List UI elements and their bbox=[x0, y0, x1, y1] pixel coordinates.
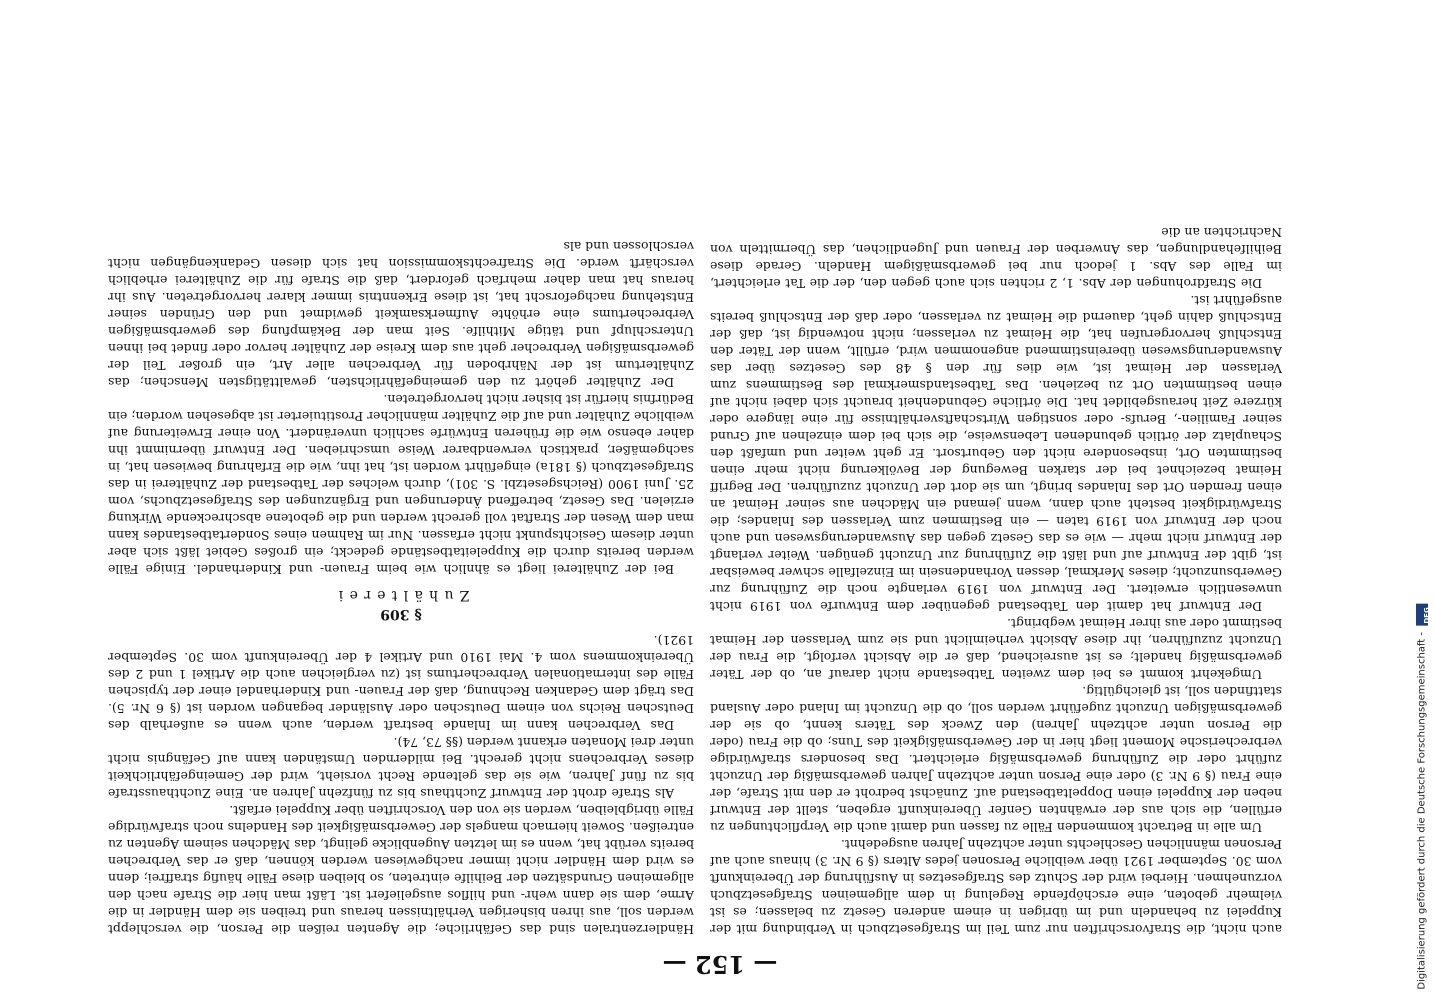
paragraph: Der Entwurf hat damit den Tatbestand gegenüber dem Entwurfe von 1919 nicht unwesentlich erweitert. Der Entwurf von 1919 verlangte noch die Zuführung zur Gewerbsunzucht; dieses Merkmal, dessen Vorhandensein im Einzelfalle schwer beweisbar ist, gibt der Entwurf auf und läßt die Zuführung zur Unzucht genügen. Weiter verlangt der Entwurf nicht mehr — wie es das Gesetz gegen das Auswanderungswesen und auch noch der Entwurf von 1919 taten — ein Bestimmen zum Verlassen des Inlandes; die Strafwürdigkeit besteht auch dann, wenn jemand ein Mädchen aus seiner Heimat an einen fremden Ort des Inlandes bringt, um sie dort der Unzucht zuzuführen. Der Begriff Heimat bezeichnet bei der starken Bewegung der Bevölkerung nicht mehr einen bestimmten Ort, insbesondere nicht den Geburtsort. Er geht weiter und umfaßt den Schauplatz der örtlich gebundenen Lebensweise, die sich bei dem einzelnen auf Grund seiner Familien-, Berufs- oder sonstigen Wirtschaftsverhältnisse für eine längere oder kürzere Zeit herausgebildet hat. Die örtliche Gebundenheit braucht sich dabei nicht auf einen bestimmten Ort zu beziehen. Das Tatbestandsmerkmal des Bestimmens zum Verlassen der Heimat ist, wie dies für den § 48 des Gesetzes über das Auswanderungswesen übereinstimmend angenommen wird, erfüllt, wenn der Täter den Entschluß hervorgerufen hat, die Heimat zu verlassen; nicht notwendig ist, daß der Entschluß dahin geht, dauernd die Heimat zu verlassen, oder daß der Entschluß bereits ausgeführt ist. bbox=[710, 293, 1282, 614]
paragraph: Umgekehrt kommt es bei dem zweiten Tatbestande nicht darauf an, ob der Täter gewerbsmäßig handelt; es ist ausreichend, daß er die Absicht verfolgt, die Frau der Unzucht zuzuführen, ihr diese Absicht verheimlicht und sie zum Verlassen der Heimat bestimmt oder aus ihrer Heimat wegbringt. bbox=[710, 616, 1282, 682]
right-text-column bbox=[108, 93, 694, 938]
dfg-logo-icon: DFG bbox=[1416, 604, 1428, 626]
paragraph: Die Strafdrohungen der Abs. 1, 2 richten sich auch gegen den, der die Tat erleichtert, im Falle des Abs. 1 jedoch nur bei gewerbsmäßigem Handeln. Gerade diese Beihilfehandlungen, das Anwerben der Frauen und Jugendlichen, das Übermitteln von Nachrichten an die bbox=[710, 225, 1282, 291]
page-number: — 152 — bbox=[662, 950, 778, 979]
paragraph: Bei der Zuhälterei liegt es ähnlich wie beim Frauen- und Kinderhandel. Einige Fälle werden bereits durch die Kuppeleitatbestände gedeckt; ein großes Gebiet läßt sich aber unter diesem Gesichtspunkt nicht erfassen. Nur im Rahmen eines Sondertatbestandes kann man dem Wesen der Straftat voll gerecht werden und die gebotene abschreckende Wirkung erzielen. Das Gesetz, betreffend Änderungen und Ergänzungen des Strafgesetzbuchs, vom 25. Juni 1900 (Reichsgesetzbl. S. 301), durch welches der Tatbestand der Zuhälterei in das Strafgesetzbuch (§ 181a) eingeführt worden ist, hat ihn, wie die Erfahrung bewiesen hat, in sachgemäßer, praktisch verwendbarer Weise umschrieben. Der Entwurf übernimmt ihn daher ebenso wie die früheren Entwürfe sachlich unverändert. Von einer Erweiterung auf weibliche Zuhälter und auf die Zuhälter männlicher Prostituierter ist abgesehen worden; ein Bedürfnis hierfür ist bisher nicht hervorgetreten. bbox=[108, 392, 694, 577]
paragraph: Händlerzentralen sind das Gefährliche; die Agenten reißen die Person, die verschleppt werden soll, aus ihren bisherigen Verhältnissen heraus und treiben sie dem Händler in die Arme, dem sie dann wehr- und hilflos ausgeliefert ist. Läßt man hier die Strafe nach den allgemeinen Grundsätzen der Beihilfe eintreten, so bleiben diese Fälle häufig straffrei; denn es wird dem Händler nicht immer nachgewiesen werden können, daß er das Verbrechen bereits verübt hat, wenn es im letzten Augenblicke gelingt, das Mädchen seinem Agenten zu entreißen. Soweit hiernach mangels der Gewerbsmäßigkeit des Handelns noch strafwürdige Fälle übrigbleiben, werden sie von den Vorschriften über Kuppelei erfaßt. bbox=[108, 803, 694, 937]
section-title: Zuhälterei bbox=[332, 587, 470, 603]
digitization-credit bbox=[1416, 604, 1431, 990]
paragraph: Als Strafe droht der Entwurf Zuchthaus bis zu fünfzehn Jahren an. Eine Zuchthausstrafe bis zu fünf Jahren, wie sie das geltende Recht vorsieht, wird der Gemeingefährlichkeit dieses Verbrechens nicht gerecht. Bei mildernden Umständen kann auf Gefängnis nicht unter drei Monaten erkannt werden (§§ 73, 74). bbox=[108, 735, 694, 801]
paragraph: Das Verbrechen kann im Inlande bestraft werden, auch wenn es außerhalb des Deutschen Reichs von einem Deutschen oder Ausländer begangen worden ist (§ 6 Nr. 5). Das trägt dem Gedanken Rechnung, daß der Frauen- und Kinderhandel einer der typischen Fälle des internationalen Verbrechertums ist (zu vergleichen auch die Artikel 1 und 2 des Übereinkommens vom 4. Mai 1910 und Artikel 4 der Übereinkunft vom 30. September 1921). bbox=[108, 633, 694, 733]
paragraph: Um alle in Betracht kommenden Fälle zu fassen und damit auch die Verpflichtungen zu erfüllen, die sich aus der erwähnten Genfer Übereinkunft ergeben, stellt der Entwurf neben der Kuppelei einen Doppeltatbestand auf. Zunächst bedroht er den mit Strafe, der eine Frau (§ 9 Nr. 3) oder eine Person unter achtzehn Jahren gewerbsmäßig der Unzucht zuführt oder die Zuführung gewerbsmäßig erleichtert. Das besonders strafwürdige verbrecherische Moment liegt hier in der Gewerbsmäßigkeit des Tuns; ob die Frau (oder die Person unter achtzehn Jahren) den Zweck des Täters kennt, ob sie der gewerbsmäßigen Unzucht zugeführt werden soll, ob die Unzucht im Inland oder Ausland stattfinden soll, ist gleichgültig. bbox=[710, 684, 1282, 835]
paragraph: auch nicht, die Strafvorschriften nur zum Teil im Strafgesetzbuch in Verbindung mit der Kuppelei zu behandeln und im übrigen in einem anderen Gesetz zu belassen; es ist vielmehr geboten, eine erschöpfende Regelung in dem allgemeinen Strafgesetzbuch vorzunehmen. Hierbei wird der Schutz des Strafgesetzes in Ausführung der Übereinkunft vom 30. September 1921 über weibliche Personen jedes Alters (§ 9 Nr. 3) hinaus auch auf Personen männlichen Geschlechts unter achtzehn Jahren ausgedehnt. bbox=[710, 837, 1282, 937]
left-text-column bbox=[710, 93, 1282, 938]
credit-text: Digitalisierung gefördert durch die Deutsche Forschungsgemeinschaft - bbox=[1416, 632, 1428, 990]
paragraph: Der Zuhälter gehört zu den gemeingefährlichsten, gewalttätigsten Menschen; das Zuhältertum ist der Nährboden für Verbrechen aller Art, ein großer Teil der gewerbsmäßigen Verbrecher geht aus dem Kreise der Zuhälter hervor oder findet bei ihnen Unterschlupf und tätige Mithilfe. Seit man der Bekämpfung des gewerbsmäßigen Verbrechertums eine erhöhte Aufmerksamkeit gewidmet und den Gründen seiner Entstehung nachgeforscht hat, ist diese Erkenntnis immer klarer hervorgetreten. Aus ihr heraus hat man daher mehrfach gefordert, daß die Strafe für die Zuhälterei erheblich verschärft werde. Die Strafrechtskommission hat sich diesen Gedankengängen nicht verschlossen und als bbox=[108, 239, 694, 390]
section-number: § 309 bbox=[380, 606, 422, 622]
